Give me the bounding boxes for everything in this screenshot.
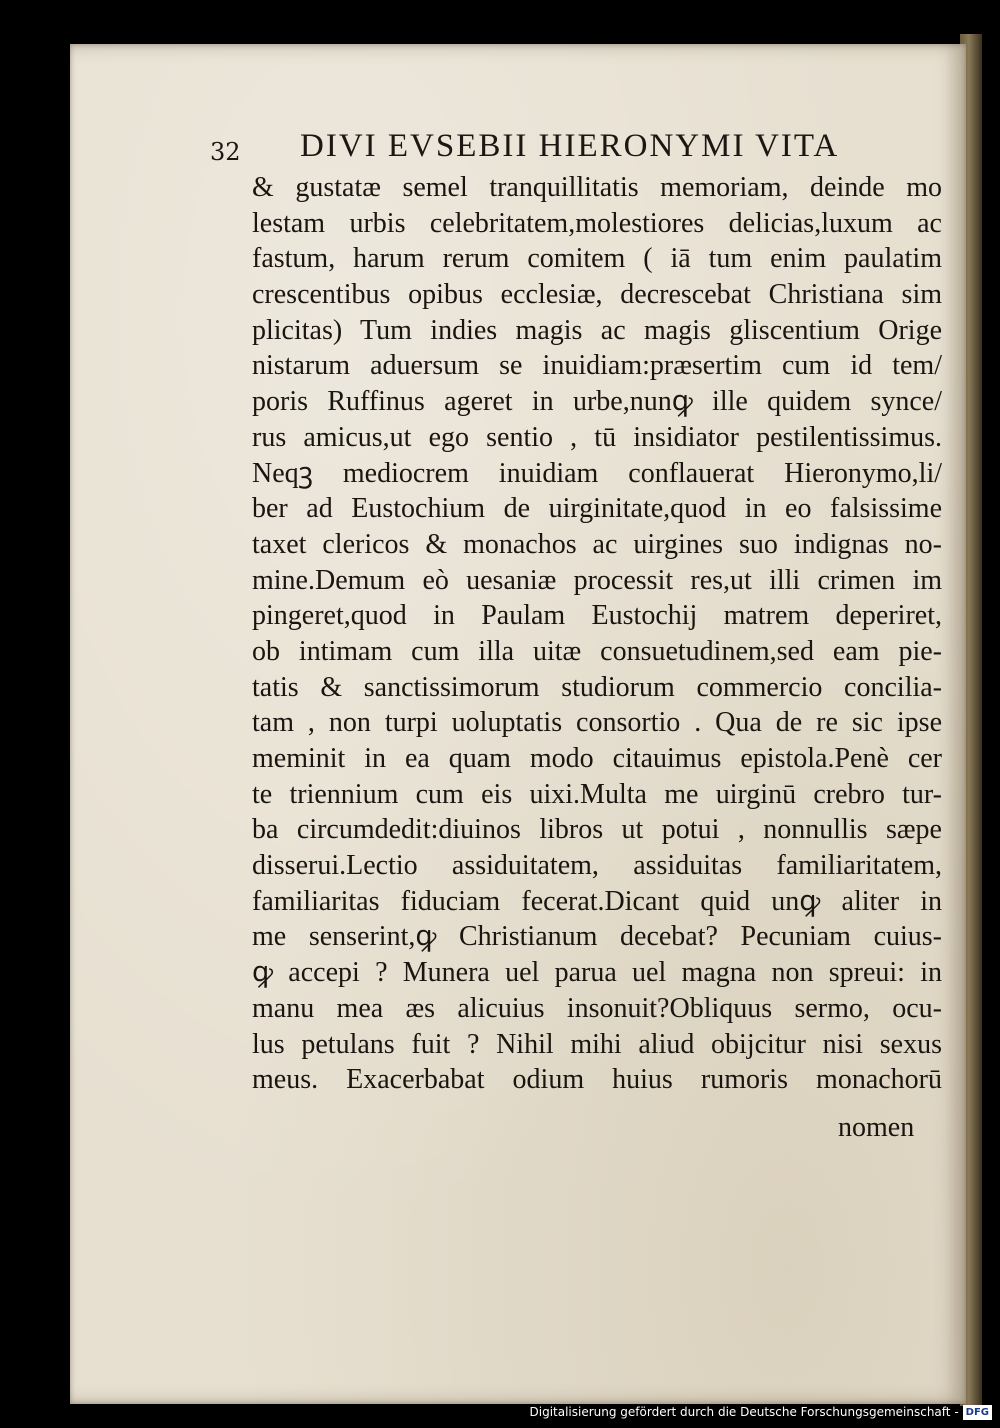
body-text <box>252 170 942 1098</box>
page-number: 32 <box>210 138 241 166</box>
text-line: disserui.Lectio assiduitatem, assiduitas familiaritatem, <box>252 850 942 882</box>
text-line: familiaritas fiduciam fecerat.Dicant quid unꝙ aliter in <box>252 885 942 917</box>
running-head: DIVI EVSEBII HIERONYMI VITA <box>300 128 840 164</box>
text-line: tatis & sanctissimorum studiorum commercio concilia- <box>252 671 942 703</box>
text-line: lestam urbis celebritatem,molestiores delicias,luxum ac <box>252 207 942 239</box>
text-line: ꝙ accepi ? Munera uel parua uel magna non spreui: in <box>252 957 942 989</box>
text-line: lus petulans fuit ? Nihil mihi aliud obijcitur nisi sexus <box>252 1028 942 1060</box>
text-line: te triennium cum eis uixi.Multa me uirginū crebro tur- <box>252 778 942 810</box>
text-line: ob intimam cum illa uitæ consuetudinem,sed eam pie- <box>252 635 942 667</box>
text-line: me senserint,ꝙ Christianum decebat? Pecuniam cuius- <box>252 921 942 953</box>
digitization-credit <box>530 1402 993 1422</box>
catchword: nomen <box>838 1112 915 1143</box>
text-line: taxet clericos & monachos ac uirgines suo indignas no- <box>252 528 942 560</box>
text-line: manu mea æs alicuius insonuit?Obliquus sermo, ocu- <box>252 992 942 1024</box>
text-line: poris Ruffinus ageret in urbe,nunꝙ ille quidem synce/ <box>252 386 942 418</box>
credit-text: Digitalisierung gefördert durch die Deutsche Forschungsgemeinschaft - <box>529 1405 959 1419</box>
text-line: tam , non turpi uoluptatis consortio . Qua de re sic ipse <box>252 707 942 739</box>
text-line: meminit in ea quam modo citauimus epistola.Penè cer <box>252 743 942 774</box>
dfg-logo: DFG <box>963 1405 992 1420</box>
text-line: mine.Demum eò uesaniæ processit res,ut illi crimen im <box>252 564 942 596</box>
text-line: nistarum aduersum se inuidiam:præsertim cum id tem/ <box>252 350 942 382</box>
text-line: & gustatæ semel tranquillitatis memoriam, deinde mo <box>252 172 942 203</box>
text-line: rus amicus,ut ego sentio , tū insidiator pestilentissimus. <box>252 421 942 453</box>
text-line: ba circumdedit:diuinos libros ut potui , nonnullis sæpe <box>252 814 942 846</box>
text-line: fastum, harum rerum comitem ( iā tum enim paulatim <box>252 243 942 275</box>
text-line: plicitas) Tum indies magis ac magis gliscentium Orige <box>252 314 942 346</box>
text-line: meus. Exacerbabat odium huius rumoris monachorū <box>252 1064 942 1096</box>
text-line: Neqꝫ mediocrem inuidiam conflauerat Hieronymo,li/ <box>252 457 942 489</box>
text-line: crescentibus opibus ecclesiæ, decrescebat Christiana sim <box>252 279 942 311</box>
text-line: pingeret,quod in Paulam Eustochij matrem deperiret, <box>252 600 942 632</box>
text-line: ber ad Eustochium de uirginitate,quod in eo falsissime <box>252 493 942 525</box>
